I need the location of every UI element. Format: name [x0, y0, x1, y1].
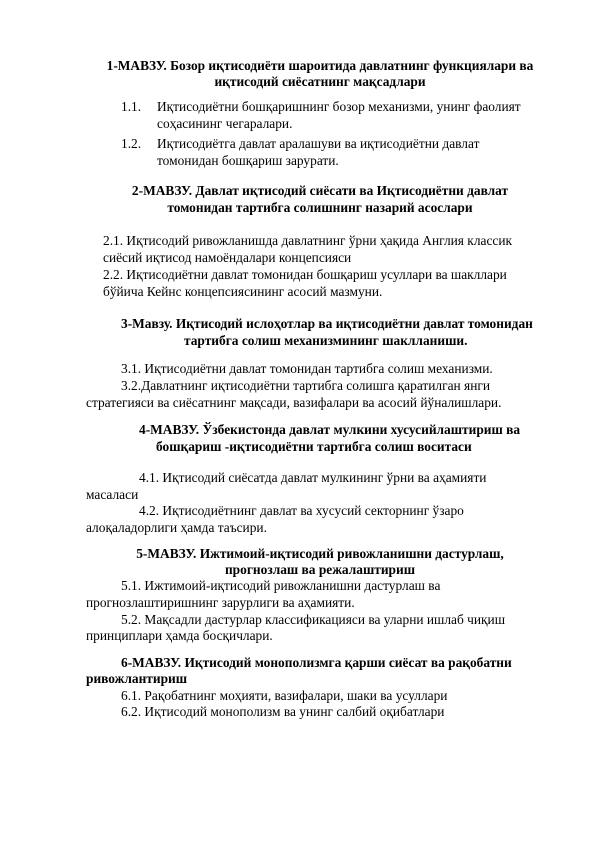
topic6-title-line2: ривожлантириш — [86, 671, 188, 686]
topic4-line4: алоқаладорлиги ҳамда таъсири. — [86, 520, 267, 535]
topic6-title-line1: 6-МАВЗУ. Иқтисодий монополизмга қарши сиёсат ва рақобатни — [121, 655, 512, 670]
topic5-title-line1: 5-МАВЗУ. Ижтимоий-иқтисодий ривожланишни дастурлаш, — [136, 546, 504, 561]
topic1-item2-line2: томонидан бошқариш зарурати. — [157, 153, 339, 168]
topic4-line2: масаласи — [86, 487, 139, 502]
topic2-line3: 2.2. Иқтисодиётни давлат томонидан бошқариш усуллари ва шакллари — [103, 267, 507, 282]
topic2-title-line2: томонидан тартибга солишнинг назарий асослари — [167, 200, 473, 215]
topic2-line1: 2.1. Иқтисодий ривожланишда давлатнинг ўрни ҳақида Англия классик — [103, 233, 513, 248]
topic4-title-line2: бошқариш -иқтисодиётни тартибга солиш воситаси — [156, 439, 472, 454]
topic3-line1: 3.1. Иқтисодиётни давлат томонидан тартибга солиш механизми. — [121, 361, 493, 376]
topic1-title-line1: 1-МАВЗУ. Бозор иқтисодиёти шароитида давлатнинг функциялари ва — [106, 58, 534, 73]
topic5-line4: принциплари ҳамда босқичлари. — [86, 628, 273, 643]
topic5-line1: 5.1. Ижтимоий-иқтисодий ривожланишни дастурлаш ва — [121, 578, 441, 593]
topic1-item1-number: 1.1. — [121, 99, 142, 114]
topic6-line1: 6.1. Рақобатнинг моҳияти, вазифалари, шаки ва усуллари — [121, 688, 448, 703]
topic4-title-line1: 4-МАВЗУ. Ўзбекистонда давлат мулкини хусусийлаштириш ва — [139, 422, 521, 437]
topic1-item2-line1: Иқтисодиётга давлат аралашуви ва иқтисодиётни давлат — [157, 136, 480, 151]
topic5-title-line2: прогнозлаш ва режалаштириш — [224, 562, 416, 577]
topic2-line2: сиёсий иқтисод намоёндалари концепсияси — [103, 250, 352, 265]
topic4-line1: 4.1. Иқтисодий сиёсатда давлат мулкининг ўрни ва аҳамияти — [139, 470, 487, 485]
topic5-line2: прогнозлаштиришнинг зарурлиги ва аҳамияти. — [86, 595, 355, 610]
topic3-line2: 3.2.Давлатнинг иқтисодиётни тартибга солишга қаратилган янги — [121, 378, 491, 393]
topic1-item1-line2: соҳасининг чегаралари. — [157, 116, 293, 131]
topic2-title-line1: 2-МАВЗУ. Давлат иқтисодий сиёсати ва Иқтисодиётни давлат — [131, 183, 509, 198]
topic3-title-line1: 3-Мавзу. Иқтисодий ислоҳотлар ва иқтисодиётни давлат томонидан — [121, 316, 533, 331]
topic4-line3: 4.2. Иқтисодиётнинг давлат ва хусусий секторнинг ўзаро — [139, 503, 464, 518]
topic1-title-line2: иқтисодий сиёсатнинг мақсадлари — [214, 74, 426, 89]
topic3-line3: стратегияси ва сиёсатнинг мақсади, вазифалари ва асосий йўналишлари. — [86, 395, 502, 410]
topic6-line2: 6.2. Иқтисодий монополизм ва унинг салбий оқибатлари — [121, 704, 445, 719]
topic1-item2-number: 1.2. — [121, 136, 142, 151]
topic1-item1-line1: Иқтисодиётни бошқаришнинг бозор механизми, унинг фаолият — [157, 99, 521, 114]
topic2-line4: бўйича Кейнс концепсиясининг асосий мазмуни. — [103, 284, 383, 299]
topic5-line3: 5.2. Мақсадли дастурлар классификацияси ва уларни ишлаб чиқиш — [121, 612, 506, 627]
topic3-title-line2: тартибга солиш механизмининг шаклланиши. — [184, 333, 468, 348]
